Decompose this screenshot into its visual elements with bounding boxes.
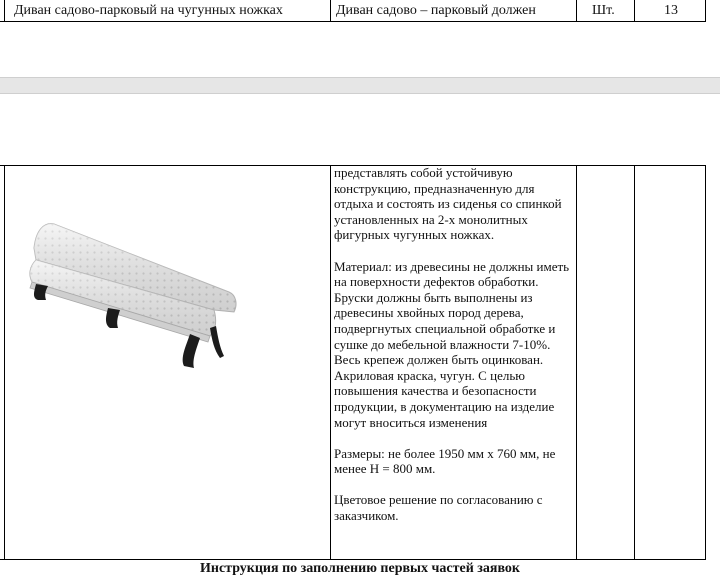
- description-paragraph: Размеры: не более 1950 мм х 760 мм, не менее Н = 800 мм.: [334, 445, 556, 477]
- product-description: [334, 165, 574, 539]
- table-border: [705, 165, 706, 560]
- description-paragraph: представлять собой устойчивую конструкцию, предназначенную для отдыха и состоять из сиденья со спинкой установленных на 2-х монолитных фигурных чугунных ножках.: [334, 165, 562, 243]
- description-paragraph: Цветовое решение по согласованию с заказчиком.: [334, 492, 543, 524]
- table-border: [4, 165, 5, 560]
- description-paragraph: Материал: из древесины не должны иметь на поверхности дефектов обработки. Бруски должны быть выполнены из древесины хвойных пород дерева, подвергнутых специальной обработке и сушке до мебельной влажности 7-10%. Весь крепеж должен быть оцинкован. Акриловая краска, чугун. С целью повышения качества и безопасности продукции, в документацию на изделие могут вноситься изменения: [334, 258, 570, 430]
- cell-product-name: Диван садово-парковый на чугунных ножках: [14, 3, 283, 18]
- table-border: [576, 165, 577, 560]
- cell-unit: Шт.: [592, 3, 615, 18]
- table-row-top: [0, 0, 720, 22]
- table-border: [0, 21, 705, 22]
- table-border: [4, 0, 5, 22]
- bench-image: [14, 200, 246, 380]
- section-heading: Инструкция по заполнению первых частей заявок: [199, 561, 520, 576]
- page-break-gap: [0, 77, 720, 94]
- table-border: [330, 0, 331, 22]
- cell-description-start: Диван садово – парковый должен: [336, 3, 536, 18]
- table-border: [330, 165, 331, 560]
- table-border: [576, 0, 577, 22]
- table-border: [705, 0, 706, 22]
- table-border: [634, 165, 635, 560]
- table-border: [634, 0, 635, 22]
- cell-quantity: 13: [664, 3, 678, 18]
